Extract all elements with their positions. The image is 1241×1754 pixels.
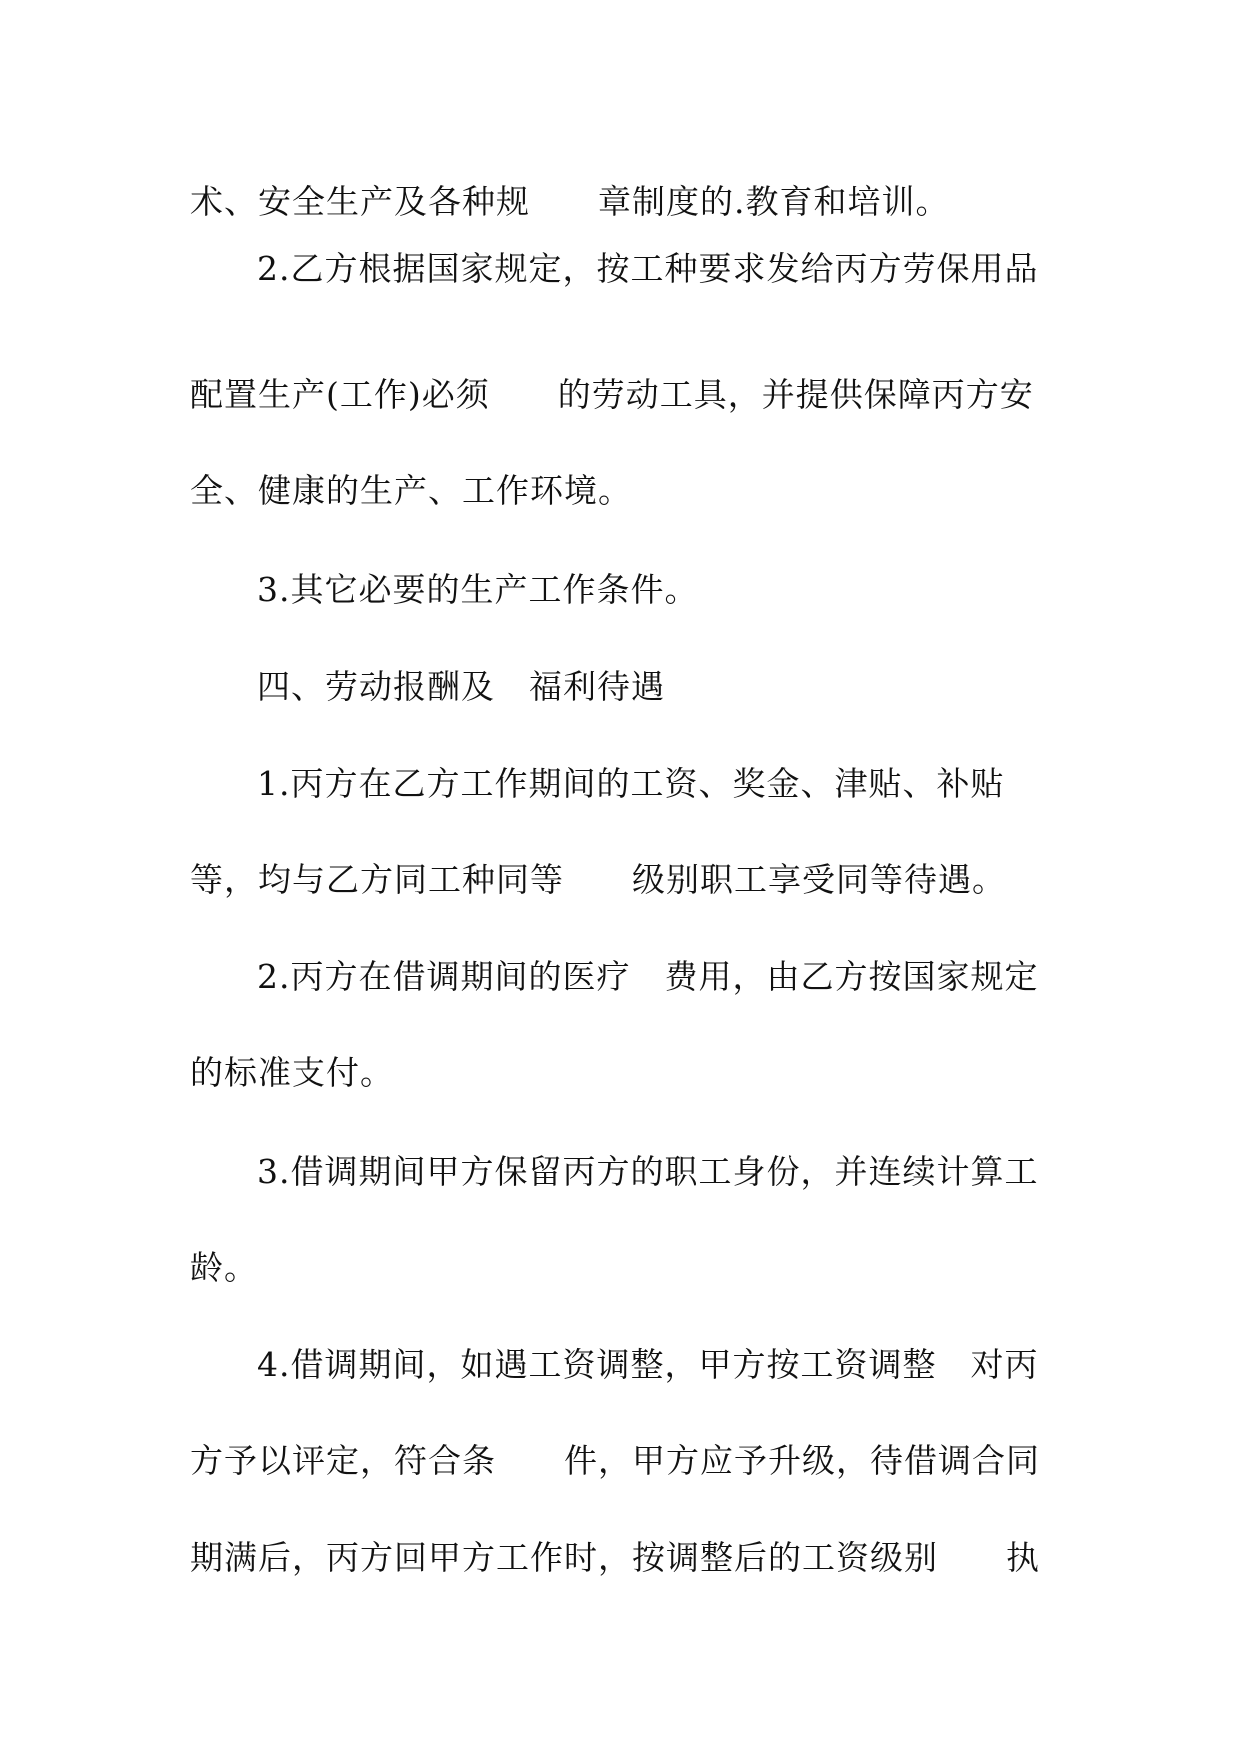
text-line: 3.借调期间甲方保留丙方的职工身份，并连续计算工 bbox=[257, 1152, 1039, 1191]
text-line: 期满后，丙方回甲方工作时，按调整后的工资级别 执 bbox=[190, 1538, 1040, 1577]
text-line: 的标准支付。 bbox=[190, 1053, 394, 1092]
text-line: 2.丙方在借调期间的医疗 费用，由乙方按国家规定 bbox=[257, 957, 1039, 996]
text-line: 全、健康的生产、工作环境。 bbox=[190, 471, 632, 510]
text-line: 龄。 bbox=[190, 1248, 258, 1287]
text-line: 2.乙方根据国家规定，按工种要求发给丙方劳保用品 bbox=[257, 249, 1039, 288]
section-heading: 四、劳动报酬及 福利待遇 bbox=[257, 667, 665, 706]
text-line: 配置生产(工作)必须 的劳动工具，并提供保障丙方安 bbox=[190, 375, 1034, 414]
text-line: 3.其它必要的生产工作条件。 bbox=[257, 570, 699, 609]
text-line: 1.丙方在乙方工作期间的工资、奖金、津贴、补贴 bbox=[257, 764, 1005, 803]
text-line: 等，均与乙方同工种同等 级别职工享受同等待遇。 bbox=[190, 860, 1006, 899]
text-line: 术、安全生产及各种规 章制度的.教育和培训。 bbox=[190, 182, 950, 221]
text-line: 4.借调期间，如遇工资调整，甲方按工资调整 对丙 bbox=[257, 1345, 1039, 1384]
text-line: 方予以评定，符合条 件，甲方应予升级，待借调合同 bbox=[190, 1441, 1040, 1480]
